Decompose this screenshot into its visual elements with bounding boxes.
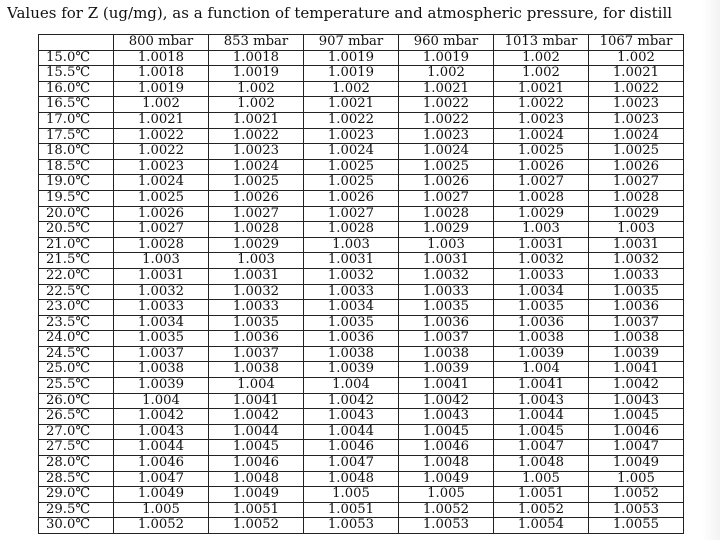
- table-row: [39, 159, 684, 175]
- z-value-cell: 1.0048: [494, 456, 589, 472]
- z-value-cell: 1.0041: [209, 393, 304, 409]
- table-row: [39, 487, 684, 503]
- temperature-cell: 25.5℃: [39, 378, 114, 394]
- z-value-cell: 1.0023: [114, 159, 209, 175]
- z-value-cell: 1.0036: [494, 315, 589, 331]
- z-value-cell: 1.0043: [399, 409, 494, 425]
- temperature-cell: 30.0℃: [39, 518, 114, 534]
- z-value-cell: 1.0026: [114, 206, 209, 222]
- z-value-cell: 1.0024: [494, 128, 589, 144]
- z-value-cell: 1.0049: [209, 487, 304, 503]
- z-value-cell: 1.0046: [209, 456, 304, 472]
- z-value-cell: 1.005: [304, 487, 399, 503]
- temperature-cell: 24.5℃: [39, 346, 114, 362]
- z-value-cell: 1.0045: [494, 424, 589, 440]
- z-value-cell: 1.0022: [399, 97, 494, 113]
- temperature-cell: 21.0℃: [39, 237, 114, 253]
- z-value-cell: 1.003: [304, 237, 399, 253]
- temperature-cell: 27.5℃: [39, 440, 114, 456]
- z-value-cell: 1.0043: [494, 393, 589, 409]
- z-value-cell: 1.0042: [209, 409, 304, 425]
- z-value-cell: 1.0028: [494, 190, 589, 206]
- z-value-cell: 1.0039: [304, 362, 399, 378]
- z-value-cell: 1.0018: [114, 50, 209, 66]
- z-value-cell: 1.0042: [589, 378, 684, 394]
- z-value-cell: 1.0044: [304, 424, 399, 440]
- z-value-cell: 1.0023: [399, 128, 494, 144]
- z-value-cell: 1.0029: [209, 237, 304, 253]
- temperature-cell: 26.0℃: [39, 393, 114, 409]
- column-header-1013-mbar: 1013 mbar: [494, 35, 589, 51]
- z-value-cell: 1.0023: [494, 112, 589, 128]
- table-row: [39, 112, 684, 128]
- z-value-cell: 1.005: [494, 471, 589, 487]
- temperature-cell: 24.0℃: [39, 331, 114, 347]
- z-value-cell: 1.0031: [399, 253, 494, 269]
- z-value-cell: 1.002: [209, 97, 304, 113]
- z-value-cell: 1.0021: [304, 97, 399, 113]
- table-row: [39, 128, 684, 144]
- temperature-cell: 16.5℃: [39, 97, 114, 113]
- z-value-cell: 1.0052: [209, 518, 304, 534]
- z-value-cell: 1.0027: [114, 222, 209, 238]
- table-row: [39, 222, 684, 238]
- temperature-cell: 18.5℃: [39, 159, 114, 175]
- temperature-cell: 23.5℃: [39, 315, 114, 331]
- table-row: [39, 518, 684, 534]
- z-value-table: [38, 34, 684, 534]
- z-value-cell: 1.0052: [399, 502, 494, 518]
- z-value-cell: 1.0029: [589, 206, 684, 222]
- z-value-cell: 1.005: [589, 471, 684, 487]
- temperature-cell: 17.5℃: [39, 128, 114, 144]
- z-value-cell: 1.0023: [589, 112, 684, 128]
- z-value-cell: 1.0043: [304, 409, 399, 425]
- z-value-cell: 1.0021: [589, 66, 684, 82]
- z-value-cell: 1.0027: [494, 175, 589, 191]
- z-value-cell: 1.0041: [589, 362, 684, 378]
- z-value-cell: 1.0051: [304, 502, 399, 518]
- z-value-cell: 1.0047: [304, 456, 399, 472]
- z-value-cell: 1.0031: [494, 237, 589, 253]
- z-value-cell: 1.0032: [304, 268, 399, 284]
- z-value-cell: 1.0049: [589, 456, 684, 472]
- z-value-cell: 1.002: [114, 97, 209, 113]
- temperature-cell: 20.0℃: [39, 206, 114, 222]
- z-value-cell: 1.0027: [589, 175, 684, 191]
- z-value-cell: 1.0022: [209, 128, 304, 144]
- temperature-cell: 29.0℃: [39, 487, 114, 503]
- z-value-cell: 1.0048: [304, 471, 399, 487]
- z-value-cell: 1.0018: [209, 50, 304, 66]
- table-row: [39, 409, 684, 425]
- z-value-cell: 1.0021: [114, 112, 209, 128]
- column-header-960-mbar: 960 mbar: [399, 35, 494, 51]
- z-value-cell: 1.0033: [209, 300, 304, 316]
- corner-cell: [39, 35, 114, 51]
- z-value-cell: 1.0036: [304, 331, 399, 347]
- z-value-cell: 1.0045: [589, 409, 684, 425]
- z-value-cell: 1.0051: [494, 487, 589, 503]
- z-value-cell: 1.0033: [114, 300, 209, 316]
- table-row: [39, 456, 684, 472]
- z-value-cell: 1.0048: [209, 471, 304, 487]
- temperature-cell: 22.5℃: [39, 284, 114, 300]
- table-row: [39, 331, 684, 347]
- z-value-cell: 1.0054: [494, 518, 589, 534]
- z-value-cell: 1.0025: [114, 190, 209, 206]
- z-value-cell: 1.0022: [114, 128, 209, 144]
- z-value-cell: 1.0051: [209, 502, 304, 518]
- z-value-cell: 1.005: [114, 502, 209, 518]
- z-value-cell: 1.002: [399, 66, 494, 82]
- z-value-cell: 1.0046: [589, 424, 684, 440]
- z-value-cell: 1.0043: [589, 393, 684, 409]
- z-value-cell: 1.0025: [399, 159, 494, 175]
- z-value-cell: 1.0036: [589, 300, 684, 316]
- temperature-cell: 26.5℃: [39, 409, 114, 425]
- table-row: [39, 378, 684, 394]
- temperature-cell: 28.0℃: [39, 456, 114, 472]
- z-value-cell: 1.0026: [494, 159, 589, 175]
- z-value-cell: 1.0038: [494, 331, 589, 347]
- z-value-cell: 1.0042: [304, 393, 399, 409]
- z-value-cell: 1.0036: [209, 331, 304, 347]
- z-value-cell: 1.0039: [399, 362, 494, 378]
- table-row: [39, 424, 684, 440]
- z-value-cell: 1.0038: [209, 362, 304, 378]
- table-row: [39, 81, 684, 97]
- z-value-cell: 1.0039: [114, 378, 209, 394]
- table-row: [39, 206, 684, 222]
- temperature-cell: 15.5℃: [39, 66, 114, 82]
- z-value-cell: 1.0023: [589, 97, 684, 113]
- z-value-cell: 1.0047: [589, 440, 684, 456]
- z-value-cell: 1.0055: [589, 518, 684, 534]
- z-value-cell: 1.0047: [494, 440, 589, 456]
- z-value-cell: 1.003: [494, 222, 589, 238]
- temperature-cell: 21.5℃: [39, 253, 114, 269]
- z-value-cell: 1.004: [114, 393, 209, 409]
- table-row: [39, 253, 684, 269]
- table-row: [39, 471, 684, 487]
- z-value-cell: 1.0046: [114, 456, 209, 472]
- z-value-cell: 1.0039: [589, 346, 684, 362]
- z-value-cell: 1.0032: [589, 253, 684, 269]
- z-value-cell: 1.0046: [304, 440, 399, 456]
- z-value-cell: 1.0049: [399, 471, 494, 487]
- table-row: [39, 237, 684, 253]
- z-value-cell: 1.0031: [114, 268, 209, 284]
- z-value-cell: 1.0045: [399, 424, 494, 440]
- temperature-cell: 20.5℃: [39, 222, 114, 238]
- temperature-cell: 22.0℃: [39, 268, 114, 284]
- right-edge-shade: [702, 0, 720, 540]
- z-value-cell: 1.004: [494, 362, 589, 378]
- z-value-cell: 1.0026: [589, 159, 684, 175]
- z-value-cell: 1.0022: [399, 112, 494, 128]
- z-value-cell: 1.0035: [589, 284, 684, 300]
- z-value-cell: 1.0024: [209, 159, 304, 175]
- z-value-cell: 1.0038: [399, 346, 494, 362]
- z-value-cell: 1.003: [114, 253, 209, 269]
- z-value-cell: 1.0024: [589, 128, 684, 144]
- z-value-cell: 1.0042: [399, 393, 494, 409]
- z-value-cell: 1.0037: [209, 346, 304, 362]
- z-value-cell: 1.0033: [304, 284, 399, 300]
- z-value-cell: 1.0037: [399, 331, 494, 347]
- table-row: [39, 440, 684, 456]
- z-value-cell: 1.0021: [494, 81, 589, 97]
- z-value-cell: 1.0022: [494, 97, 589, 113]
- table-body: [39, 50, 684, 533]
- column-header-907-mbar: 907 mbar: [304, 35, 399, 51]
- z-value-cell: 1.0035: [114, 331, 209, 347]
- z-value-cell: 1.0041: [494, 378, 589, 394]
- z-value-cell: 1.0039: [494, 346, 589, 362]
- z-value-cell: 1.0021: [209, 112, 304, 128]
- z-value-cell: 1.003: [399, 237, 494, 253]
- z-value-cell: 1.0028: [399, 206, 494, 222]
- z-value-cell: 1.0034: [114, 315, 209, 331]
- z-value-cell: 1.0028: [589, 190, 684, 206]
- z-value-cell: 1.0027: [209, 206, 304, 222]
- z-value-cell: 1.0019: [304, 66, 399, 82]
- temperature-cell: 23.0℃: [39, 300, 114, 316]
- z-value-cell: 1.0026: [209, 190, 304, 206]
- z-value-cell: 1.002: [209, 81, 304, 97]
- column-header-1067-mbar: 1067 mbar: [589, 35, 684, 51]
- z-value-cell: 1.0023: [304, 128, 399, 144]
- z-value-cell: 1.0052: [114, 518, 209, 534]
- z-value-cell: 1.0053: [589, 502, 684, 518]
- z-value-cell: 1.0021: [399, 81, 494, 97]
- temperature-cell: 27.0℃: [39, 424, 114, 440]
- temperature-cell: 29.5℃: [39, 502, 114, 518]
- z-value-cell: 1.0044: [209, 424, 304, 440]
- z-value-cell: 1.004: [304, 378, 399, 394]
- z-value-cell: 1.0023: [209, 144, 304, 160]
- z-value-cell: 1.0032: [209, 284, 304, 300]
- z-value-cell: 1.0025: [209, 175, 304, 191]
- table-row: [39, 268, 684, 284]
- z-value-cell: 1.0042: [114, 409, 209, 425]
- z-value-cell: 1.005: [399, 487, 494, 503]
- table-row: [39, 144, 684, 160]
- z-value-cell: 1.0035: [304, 315, 399, 331]
- z-value-cell: 1.0022: [589, 81, 684, 97]
- z-value-cell: 1.0036: [399, 315, 494, 331]
- table-row: [39, 362, 684, 378]
- z-value-cell: 1.0019: [114, 81, 209, 97]
- z-value-cell: 1.0037: [114, 346, 209, 362]
- z-value-cell: 1.002: [589, 50, 684, 66]
- z-value-cell: 1.0026: [304, 190, 399, 206]
- temperature-cell: 15.0℃: [39, 50, 114, 66]
- z-value-cell: 1.0044: [114, 440, 209, 456]
- temperature-cell: 25.0℃: [39, 362, 114, 378]
- z-value-cell: 1.0038: [304, 346, 399, 362]
- z-value-cell: 1.004: [209, 378, 304, 394]
- z-value-cell: 1.0028: [304, 222, 399, 238]
- temperature-cell: 19.5℃: [39, 190, 114, 206]
- table-row: [39, 315, 684, 331]
- column-header-853-mbar: 853 mbar: [209, 35, 304, 51]
- z-value-cell: 1.0019: [209, 66, 304, 82]
- z-value-cell: 1.0033: [589, 268, 684, 284]
- z-value-cell: 1.0031: [589, 237, 684, 253]
- z-value-cell: 1.0018: [114, 66, 209, 82]
- page-title: Values for Z (ug/mg), as a function of temperature and atmospheric pressure, for distill: [7, 4, 673, 22]
- z-value-cell: 1.003: [209, 253, 304, 269]
- z-value-cell: 1.0024: [399, 144, 494, 160]
- z-value-cell: 1.002: [304, 81, 399, 97]
- table-header-row: [39, 35, 684, 51]
- z-value-cell: 1.0053: [399, 518, 494, 534]
- table-row: [39, 50, 684, 66]
- temperature-cell: 17.0℃: [39, 112, 114, 128]
- table-row: [39, 300, 684, 316]
- z-value-cell: 1.0052: [494, 502, 589, 518]
- z-value-cell: 1.0028: [209, 222, 304, 238]
- z-value-cell: 1.0024: [304, 144, 399, 160]
- z-value-cell: 1.0033: [494, 268, 589, 284]
- z-value-cell: 1.002: [494, 66, 589, 82]
- z-value-cell: 1.0035: [209, 315, 304, 331]
- table-row: [39, 190, 684, 206]
- z-value-cell: 1.0029: [494, 206, 589, 222]
- z-value-cell: 1.003: [589, 222, 684, 238]
- z-value-cell: 1.0053: [304, 518, 399, 534]
- temperature-cell: 16.0℃: [39, 81, 114, 97]
- z-value-cell: 1.0031: [304, 253, 399, 269]
- z-value-cell: 1.0019: [304, 50, 399, 66]
- z-value-cell: 1.0025: [304, 159, 399, 175]
- table-row: [39, 175, 684, 191]
- z-value-cell: 1.0024: [114, 175, 209, 191]
- z-value-cell: 1.0034: [304, 300, 399, 316]
- z-value-cell: 1.0038: [589, 331, 684, 347]
- z-value-cell: 1.002: [494, 50, 589, 66]
- z-value-cell: 1.0022: [114, 144, 209, 160]
- z-value-cell: 1.0049: [114, 487, 209, 503]
- z-value-cell: 1.0026: [399, 175, 494, 191]
- z-value-cell: 1.0048: [399, 456, 494, 472]
- z-value-cell: 1.0032: [399, 268, 494, 284]
- z-value-cell: 1.0045: [209, 440, 304, 456]
- z-value-cell: 1.0038: [114, 362, 209, 378]
- z-value-cell: 1.0043: [114, 424, 209, 440]
- z-value-cell: 1.0044: [494, 409, 589, 425]
- z-value-cell: 1.0025: [304, 175, 399, 191]
- z-value-cell: 1.0046: [399, 440, 494, 456]
- z-value-cell: 1.0029: [399, 222, 494, 238]
- z-value-cell: 1.0033: [399, 284, 494, 300]
- z-value-cell: 1.0025: [494, 144, 589, 160]
- column-header-800-mbar: 800 mbar: [114, 35, 209, 51]
- z-value-cell: 1.0027: [399, 190, 494, 206]
- table-row: [39, 502, 684, 518]
- table-row: [39, 97, 684, 113]
- z-value-cell: 1.0032: [114, 284, 209, 300]
- z-value-cell: 1.0025: [589, 144, 684, 160]
- z-value-cell: 1.0034: [494, 284, 589, 300]
- z-value-cell: 1.0019: [399, 50, 494, 66]
- temperature-cell: 28.5℃: [39, 471, 114, 487]
- temperature-cell: 18.0℃: [39, 144, 114, 160]
- temperature-cell: 19.0℃: [39, 175, 114, 191]
- table-row: [39, 346, 684, 362]
- z-value-cell: 1.0041: [399, 378, 494, 394]
- z-value-cell: 1.0028: [114, 237, 209, 253]
- z-value-cell: 1.0037: [589, 315, 684, 331]
- table-row: [39, 393, 684, 409]
- z-value-cell: 1.0031: [209, 268, 304, 284]
- table-row: [39, 66, 684, 82]
- z-value-cell: 1.0022: [304, 112, 399, 128]
- z-value-cell: 1.0052: [589, 487, 684, 503]
- table-row: [39, 284, 684, 300]
- z-value-cell: 1.0047: [114, 471, 209, 487]
- z-value-cell: 1.0035: [399, 300, 494, 316]
- z-value-cell: 1.0032: [494, 253, 589, 269]
- z-value-cell: 1.0035: [494, 300, 589, 316]
- z-value-cell: 1.0027: [304, 206, 399, 222]
